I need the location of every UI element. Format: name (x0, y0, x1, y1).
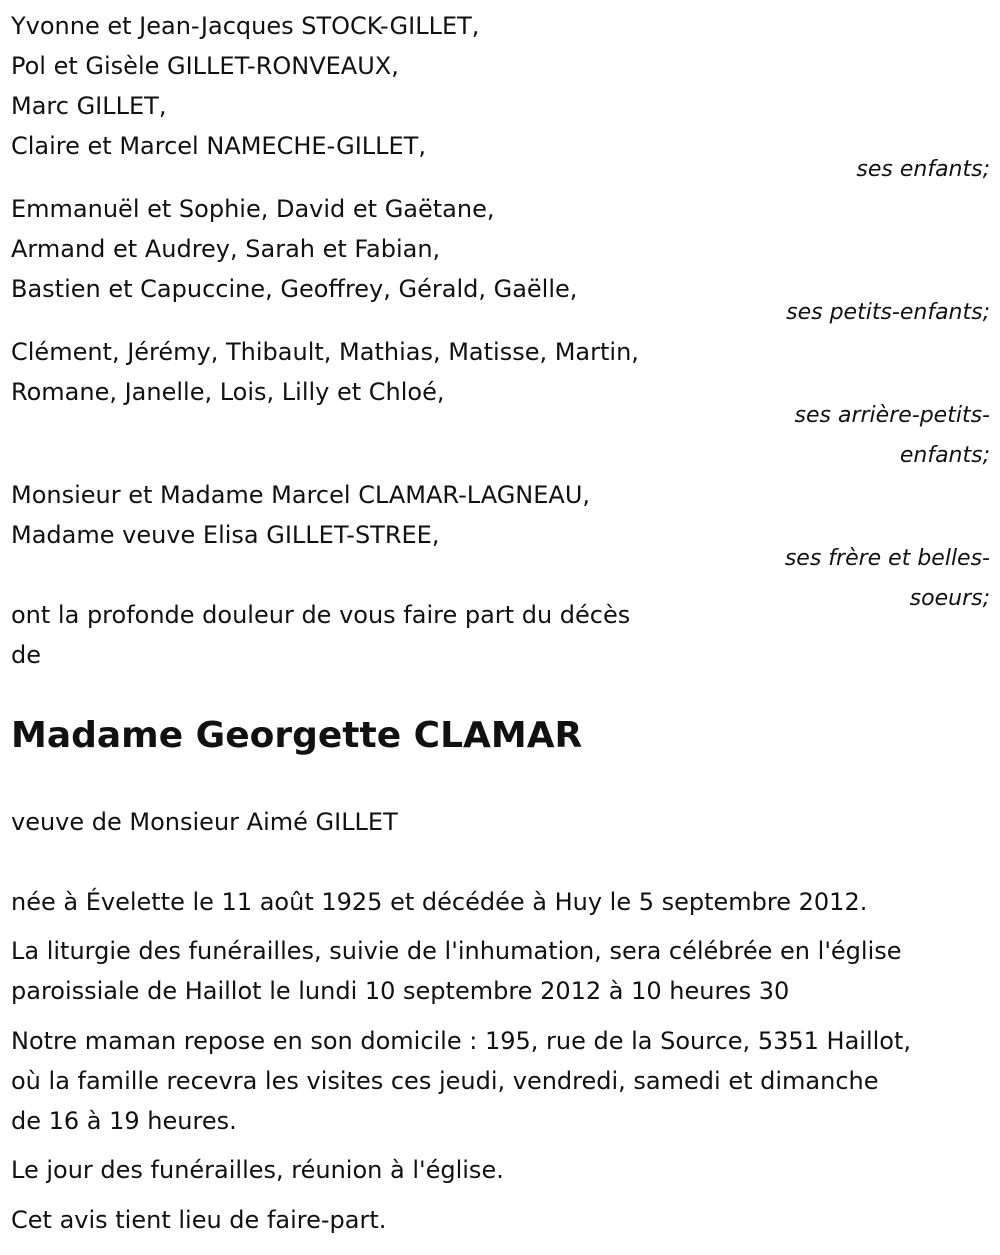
children-line-2: Pol et Gisèle GILLET-RONVEAUX, (11, 52, 399, 80)
widow-of: veuve de Monsieur Aimé GILLET (11, 808, 398, 836)
grandchildren-role: ses petits-enfants; (786, 300, 990, 325)
birth-death: née à Évelette le 11 août 1925 et décédée à Huy le 5 septembre 2012. (11, 888, 868, 916)
siblings-role-line-1: ses frère et belles- (784, 546, 990, 571)
intro-line-2: de (11, 641, 41, 669)
children-line-4: Claire et Marcel NAMECHE-GILLET, (11, 132, 426, 160)
children-line-1: Yvonne et Jean-Jacques STOCK-GILLET, (11, 12, 480, 40)
liturgy-line-1: La liturgie des funérailles, suivie de l'inhumation, sera célébrée en l'église (11, 937, 902, 965)
notice: Cet avis tient lieu de faire-part. (11, 1206, 387, 1234)
siblings-role-line-2: soeurs; (909, 586, 990, 611)
intro-line-1: ont la profonde douleur de vous faire part du décès (11, 601, 631, 629)
grandchildren-line-3: Bastien et Capuccine, Geoffrey, Gérald, Gaëlle, (11, 275, 578, 303)
great-grandchildren-line-2: Romane, Janelle, Lois, Lilly et Chloé, (11, 378, 445, 406)
grandchildren-line-1: Emmanuël et Sophie, David et Gaëtane, (11, 195, 495, 223)
great-grandchildren-line-1: Clément, Jérémy, Thibault, Mathias, Matisse, Martin, (11, 338, 639, 366)
children-line-3: Marc GILLET, (11, 92, 167, 120)
siblings-line-1: Monsieur et Madame Marcel CLAMAR-LAGNEAU, (11, 481, 591, 509)
siblings-line-2: Madame veuve Elisa GILLET-STREE, (11, 521, 440, 549)
deceased-name: Madame Georgette CLAMAR (11, 715, 583, 756)
grandchildren-line-2: Armand et Audrey, Sarah et Fabian, (11, 235, 441, 263)
rest-line-1: Notre maman repose en son domicile : 195, rue de la Source, 5351 Haillot, (11, 1027, 911, 1055)
rest-line-2: où la famille recevra les visites ces jeudi, vendredi, samedi et dimanche (11, 1067, 879, 1095)
children-role: ses enfants; (856, 157, 990, 182)
rest-line-3: de 16 à 19 heures. (11, 1107, 237, 1135)
great-grandchildren-role-line-2: enfants; (899, 443, 990, 468)
liturgy-line-2: paroissiale de Haillot le lundi 10 septembre 2012 à 10 heures 30 (11, 977, 790, 1005)
great-grandchildren-role-line-1: ses arrière-petits- (794, 403, 990, 428)
meeting: Le jour des funérailles, réunion à l'église. (11, 1156, 504, 1184)
